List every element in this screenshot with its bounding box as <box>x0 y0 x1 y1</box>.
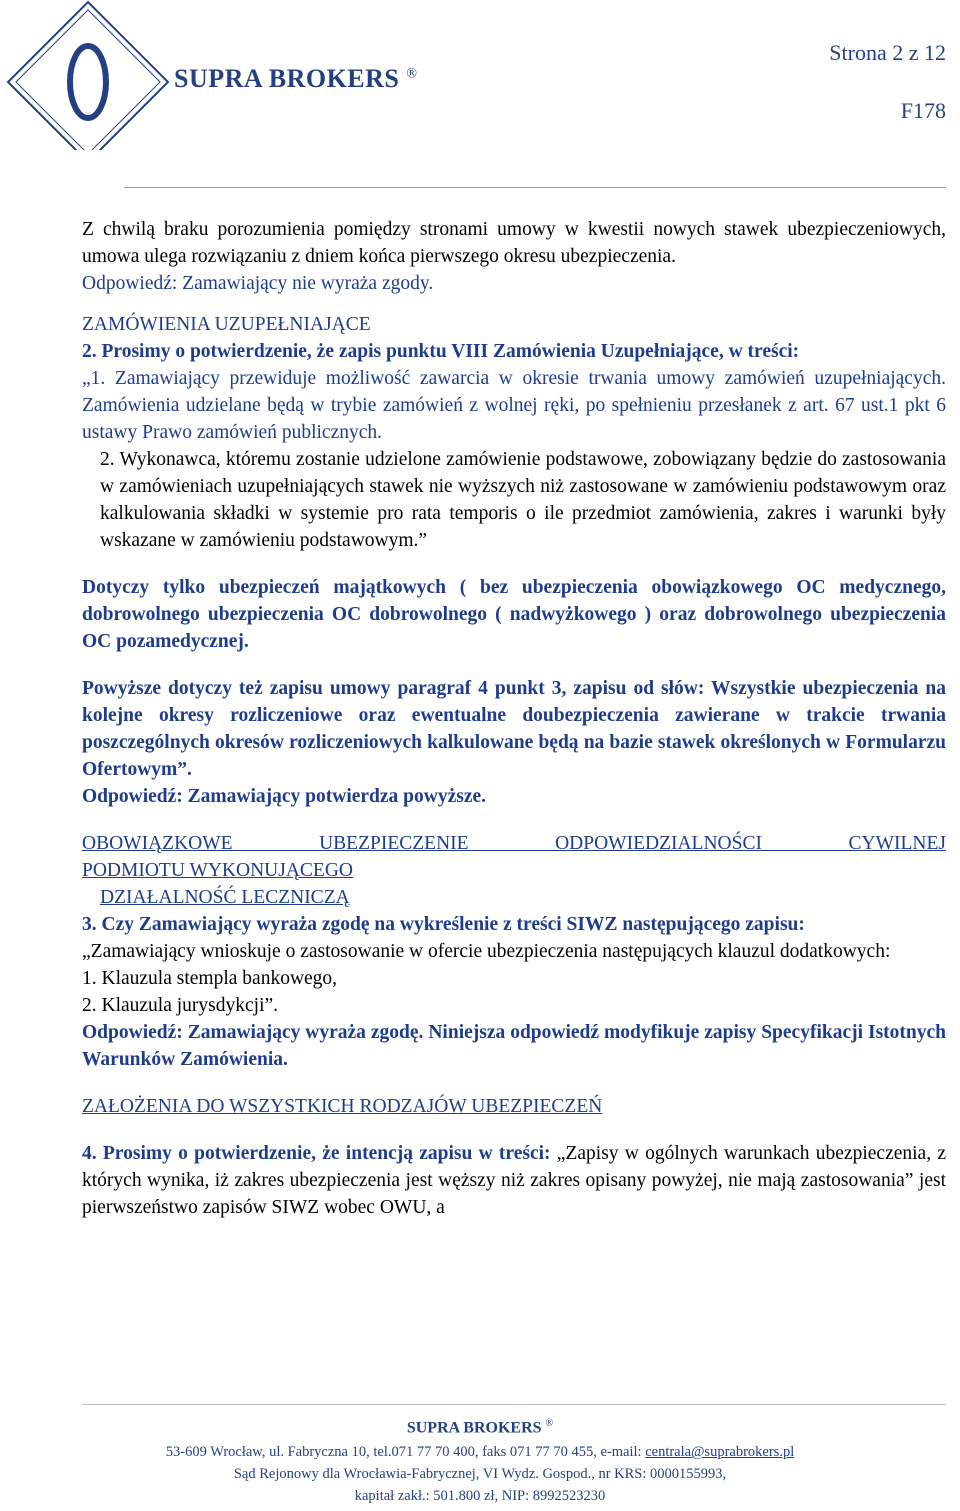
answer-3-modification: Niniejsza odpowiedź modyfikuje zapisy Specyfikacji Istotnych Warunków Zamówienia. <box>82 1022 946 1070</box>
section-heading-liability-1: OBOWIĄZKOWE UBEZPIECZENIE ODPOWIEDZIALNOŚCI CYWILNEJ <box>82 833 946 854</box>
supra-brokers-logo <box>0 0 180 150</box>
footer-capital: kapitał zakł.: 501.800 zł, NIP: 8992523230 <box>354 1488 606 1505</box>
question-3: 3. Czy Zamawiający wyraża zgodę na wykreślenie z treści SIWZ następującego zapisu: <box>82 914 805 935</box>
question-4-lead: 4. Prosimy o potwierdzenie, że intencją zapisu w treści: <box>82 1143 551 1164</box>
answer-1: Odpowiedź: Zamawiający nie wyraża zgody. <box>82 273 434 294</box>
note-contract-paragraph: Powyższe dotyczy też zapisu umowy paragraf 4 punkt 3, zapisu od słów: Wszystkie ubezpieczenia na kolejne okresy rozliczeniowe oraz ewentualne doubezpieczenia zawierane w trakcie trwania poszczególnych okresów rozliczeniowych kalkulowane będą na bazie stawek określonych w Formularzu Ofertowym”. <box>82 678 946 780</box>
footer-registered-mark: ® <box>545 1418 554 1429</box>
section-heading-liability-3: DZIAŁALNOŚĆ LECZNICZĄ <box>100 887 350 908</box>
question-3-quote: „Zamawiający wnioskuje o zastosowanie w ofercie ubezpieczenia następujących klauzul dodatkowych: <box>82 941 891 962</box>
footer-brand: SUPRA BROKERS ® <box>406 1418 554 1437</box>
footer-address: 53-609 Wrocław, ul. Fabryczna 10, tel.071 77 70 400, faks 071 77 70 455, e-mail: centrala@suprabrokers.pl <box>165 1444 795 1461</box>
section-heading-all-insurance: ZAŁOŻENIA DO WSZYSTKICH RODZAJÓW UBEZPIECZEŃ <box>82 1096 603 1117</box>
question-3-item-2: 2. Klauzula jurysdykcji”. <box>82 995 279 1016</box>
intro-paragraph: Z chwilą braku porozumienia pomiędzy stronami umowy w kwestii nowych stawek ubezpieczeniowych, umowa ulega rozwiązaniu z dniem końca pierwszego okresu ubezpieczenia. <box>82 219 946 267</box>
brand-name: SUPRA BROKERS ® <box>174 64 418 93</box>
question-2: 2. Prosimy o potwierdzenie, że zapis punktu VIII Zamówienia Uzupełniające, w treści: <box>82 341 800 362</box>
section-heading-supplementary: ZAMÓWIENIA UZUPEŁNIAJĄCE <box>82 314 371 335</box>
page-number: Strona 2 z 12 <box>829 40 946 65</box>
registered-mark: ® <box>406 66 418 82</box>
footer-divider <box>82 1404 946 1405</box>
question-2-quote-2: 2. Wykonawca, któremu zostanie udzielone zamówienie podstawowe, zobowiązany będzie do zastosowania w zamówieniach uzupełniających stawek nie wyższych niż zastosowane w zamówieniu podstawowym oraz kalkulowania składki w systemie pro rata temporis o ile przedmiot zamówienia, zakres i warunki były wskazane w zamówieniu podstawowym.” <box>100 449 946 551</box>
question-4-rest: „Zapisy w ogólnych warunkach ubezpieczenia, z których wynika, iż zakres ubezpieczenia jest węższy niż zakres opisany powyżej, nie mają zastosowania” jest pierwszeństwo zapisów SIWZ wobec OWU, a <box>82 1143 946 1218</box>
question-3-item-1: 1. Klauzula stempla bankowego, <box>82 968 338 989</box>
section-heading-liability-2: PODMIOTU WYKONUJĄCEGO <box>82 860 354 881</box>
document-body <box>82 216 946 1221</box>
page-footer <box>0 1418 960 1507</box>
footer-registry: Sąd Rejonowy dla Wrocławia-Fabrycznej, VI Wydz. Gospod., nr KRS: 0000155993, <box>233 1466 727 1483</box>
footer-email-link[interactable]: centrala@suprabrokers.pl <box>645 1444 795 1461</box>
question-4 <box>82 1140 946 1221</box>
question-2-quote-1: „1. Zamawiający przewiduje możliwość zawarcia w okresie trwania umowy zamówień uzupełniających. Zamówienia udzielane będą w trybie zamówień z wolnej ręki, po spełnieniu przesłanek z art. 67 ust.1 pkt 6 ustawy Prawo zamówień publicznych. <box>82 368 946 443</box>
answer-3-lead: Odpowiedź: Zamawiający wyraża zgodę. <box>82 1022 424 1043</box>
answer-3 <box>82 1019 946 1073</box>
header-divider <box>124 187 946 188</box>
note-property-insurance: Dotyczy tylko ubezpieczeń majątkowych ( bez ubezpieczenia obowiązkowego OC medycznego, dobrowolnego ubezpieczenia OC dobrowolnego ( nadwyżkowego ) oraz dobrowolnego ubezpieczenia OC pozamedycznej. <box>82 577 946 652</box>
form-id: F178 <box>900 98 946 123</box>
answer-2: Odpowiedź: Zamawiający potwierdza powyższe. <box>82 786 487 807</box>
